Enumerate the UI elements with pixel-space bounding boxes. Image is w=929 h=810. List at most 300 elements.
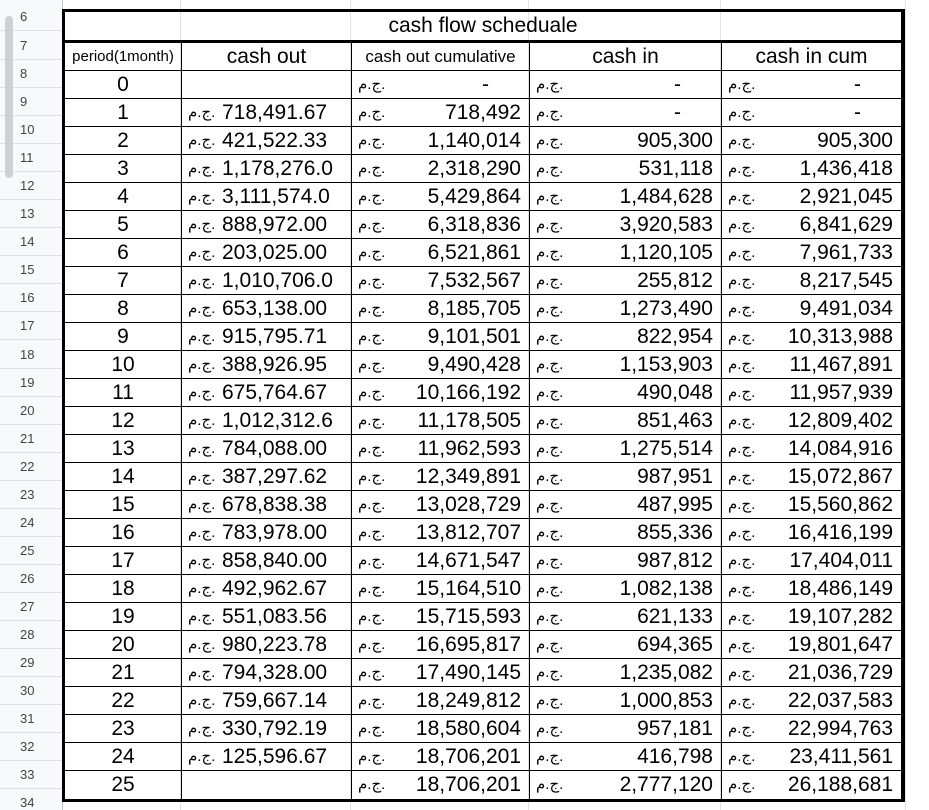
cell-period[interactable]: 14 xyxy=(65,463,182,490)
cell-value: 855,336 xyxy=(637,521,713,544)
header-cash-in[interactable]: cash in xyxy=(530,43,722,70)
cell-cash-in-cum[interactable] xyxy=(722,127,901,154)
row-number[interactable]: 28 xyxy=(0,621,62,649)
row-number[interactable]: 25 xyxy=(0,537,62,565)
cell-value: 26,188,681 xyxy=(787,773,893,796)
cell-cash-in-cum[interactable] xyxy=(722,743,901,770)
cell-cash-in[interactable] xyxy=(530,547,722,574)
currency-symbol: ج.م. xyxy=(358,636,386,653)
row-number[interactable]: 12 xyxy=(0,172,62,200)
currency-symbol: ج.م. xyxy=(728,748,756,765)
currency-symbol: ج.م. xyxy=(728,272,756,289)
cell-cash-in[interactable] xyxy=(530,351,722,378)
cell-cash-in-cum[interactable] xyxy=(722,603,901,630)
header-cash-in-cum[interactable]: cash in cum xyxy=(755,45,868,68)
cell-period[interactable]: 17 xyxy=(65,547,182,574)
cell-value: 1,153,903 xyxy=(619,353,713,376)
table-row xyxy=(65,435,901,463)
row-number[interactable]: 26 xyxy=(0,565,62,593)
cell-cash-out[interactable] xyxy=(182,211,352,238)
currency-symbol: ج.م. xyxy=(188,664,216,681)
cell-value: 784,088.00 xyxy=(222,437,328,460)
row-number[interactable]: 23 xyxy=(0,481,62,509)
cell-cash-out-cumulative[interactable] xyxy=(352,239,530,266)
cell-period[interactable]: 22 xyxy=(65,687,182,714)
cell-cash-out[interactable] xyxy=(182,71,352,98)
cell-cash-out[interactable] xyxy=(182,267,352,294)
cell-value: 17,404,011 xyxy=(789,549,893,572)
cell-cash-out-cumulative[interactable] xyxy=(352,435,530,462)
row-number[interactable]: 31 xyxy=(0,705,62,733)
cell-value: 11,178,505 xyxy=(417,409,521,432)
cell-cash-out-cumulative[interactable] xyxy=(352,407,530,434)
cell-cash-out[interactable] xyxy=(182,127,352,154)
cell-period[interactable]: 2 xyxy=(65,127,182,154)
cell-cash-in-cum[interactable] xyxy=(722,379,901,406)
cell-period[interactable]: 10 xyxy=(65,351,182,378)
cell-cash-in[interactable] xyxy=(530,71,722,98)
cell-value: 19,107,282 xyxy=(787,605,893,628)
cell-cash-in[interactable] xyxy=(530,323,722,350)
vertical-scrollbar[interactable] xyxy=(5,16,13,178)
row-number[interactable]: 24 xyxy=(0,509,62,537)
cell-cash-in-cum[interactable] xyxy=(722,575,901,602)
cell-value: 487,995 xyxy=(637,493,713,516)
cell-period[interactable]: 20 xyxy=(65,631,182,658)
cell-period[interactable]: 24 xyxy=(65,743,182,770)
table-row xyxy=(65,547,901,575)
currency-symbol: ج.م. xyxy=(536,636,564,653)
cell-cash-out[interactable] xyxy=(182,463,352,490)
cell-cash-in-cum[interactable] xyxy=(722,71,901,98)
currency-symbol: ج.م. xyxy=(728,664,756,681)
header-period[interactable]: period(1month) xyxy=(65,43,182,70)
cell-cash-in[interactable] xyxy=(530,603,722,630)
cell-cash-out[interactable] xyxy=(182,379,352,406)
table-row xyxy=(65,491,901,519)
cell-cash-out-cumulative[interactable] xyxy=(352,99,530,126)
cell-value: 987,812 xyxy=(637,549,713,572)
cell-cash-in[interactable] xyxy=(530,127,722,154)
cell-value: 18,580,604 xyxy=(415,717,521,740)
cell-cash-out-cumulative[interactable] xyxy=(352,267,530,294)
cell-value: 718,491.67 xyxy=(222,101,328,124)
cell-cash-in-cum[interactable] xyxy=(722,715,901,742)
cell-cash-out[interactable] xyxy=(182,295,352,322)
currency-symbol: ج.م. xyxy=(728,384,756,401)
currency-symbol: ج.م. xyxy=(728,608,756,625)
cell-value: 987,951 xyxy=(637,465,713,488)
cell-cash-in-cum[interactable] xyxy=(722,211,901,238)
row-number[interactable]: 22 xyxy=(0,453,62,481)
currency-symbol: ج.م. xyxy=(188,244,216,261)
cell-value: 18,249,812 xyxy=(415,689,521,712)
cell-value: 5,429,864 xyxy=(427,185,521,208)
cell-cash-out[interactable] xyxy=(182,743,352,770)
cell-value: 1,012,312.6 xyxy=(222,409,333,432)
cell-value: 2,921,045 xyxy=(799,185,893,208)
cell-value: 12,809,402 xyxy=(787,409,893,432)
header-row xyxy=(65,43,901,71)
row-number[interactable]: 17 xyxy=(0,312,62,340)
cell-value: 6,521,861 xyxy=(427,241,521,264)
cell-value: 2,777,120 xyxy=(619,773,713,796)
currency-symbol: ج.م. xyxy=(358,188,386,205)
currency-symbol: ج.م. xyxy=(728,356,756,373)
currency-symbol: ج.م. xyxy=(188,496,216,513)
cell-period[interactable]: 8 xyxy=(65,295,182,322)
cell-value: 125,596.67 xyxy=(222,745,328,768)
currency-symbol: ج.م. xyxy=(536,188,564,205)
cell-cash-out[interactable] xyxy=(182,323,352,350)
currency-symbol: ج.م. xyxy=(358,356,386,373)
cell-period[interactable]: 6 xyxy=(65,239,182,266)
cash-flow-table xyxy=(62,9,905,802)
table-row xyxy=(65,295,901,323)
cell-cash-out[interactable] xyxy=(182,155,352,182)
cell-cash-out-cumulative[interactable] xyxy=(352,659,530,686)
table-row xyxy=(65,631,901,659)
header-cash-out-cumulative[interactable]: cash out cumulative xyxy=(352,43,530,70)
cell-cash-out[interactable] xyxy=(182,575,352,602)
table-row xyxy=(65,99,901,127)
row-number[interactable]: 14 xyxy=(0,228,62,256)
row-number[interactable]: 18 xyxy=(0,341,62,369)
row-number[interactable]: 19 xyxy=(0,369,62,397)
cell-value: 694,365 xyxy=(637,633,713,656)
cell-cash-out-cumulative[interactable] xyxy=(352,631,530,658)
row-number[interactable]: 30 xyxy=(0,677,62,705)
cell-value: 490,048 xyxy=(637,381,713,404)
currency-symbol: ج.م. xyxy=(358,272,386,289)
currency-symbol: ج.م. xyxy=(536,384,564,401)
cell-period[interactable]: 15 xyxy=(65,491,182,518)
currency-symbol: ج.م. xyxy=(536,328,564,345)
cell-value: 1,082,138 xyxy=(619,577,713,600)
cell-value: 9,101,501 xyxy=(427,325,521,348)
currency-symbol: ج.م. xyxy=(188,356,216,373)
cell-cash-in[interactable] xyxy=(530,659,722,686)
cell-cash-in-cum[interactable] xyxy=(722,435,901,462)
currency-symbol: ج.م. xyxy=(536,356,564,373)
cell-cash-out-cumulative[interactable] xyxy=(352,603,530,630)
currency-symbol: ج.م. xyxy=(188,300,216,317)
cell-value: 1,235,082 xyxy=(619,661,713,684)
row-number[interactable]: 20 xyxy=(0,397,62,425)
cell-cash-in[interactable] xyxy=(530,743,722,770)
cell-cash-out[interactable] xyxy=(182,351,352,378)
table-row xyxy=(65,687,901,715)
currency-symbol: ج.م. xyxy=(358,384,386,401)
cell-cash-out[interactable] xyxy=(182,435,352,462)
cell-cash-in[interactable] xyxy=(530,211,722,238)
table-row xyxy=(65,267,901,295)
row-number[interactable]: 29 xyxy=(0,649,62,677)
cell-value: 16,695,817 xyxy=(415,633,521,656)
cell-cash-out-cumulative[interactable] xyxy=(352,771,530,799)
cell-value: 822,954 xyxy=(637,325,713,348)
cell-cash-in-cum[interactable] xyxy=(722,239,901,266)
cell-cash-out-cumulative[interactable] xyxy=(352,463,530,490)
currency-symbol: ج.م. xyxy=(358,328,386,345)
cell-cash-out[interactable] xyxy=(182,547,352,574)
cell-value: 15,072,867 xyxy=(787,465,893,488)
cell-value: 330,792.19 xyxy=(222,717,328,740)
currency-symbol: ج.م. xyxy=(536,580,564,597)
cell-value: 12,349,891 xyxy=(415,465,521,488)
cell-value: 16,416,199 xyxy=(787,521,893,544)
cell-value: 9,490,428 xyxy=(427,353,521,376)
cell-cash-out-cumulative[interactable] xyxy=(352,379,530,406)
cell-cash-in-cum[interactable] xyxy=(722,463,901,490)
cell-cash-in-cum[interactable] xyxy=(722,491,901,518)
cell-cash-out-cumulative[interactable] xyxy=(352,323,530,350)
cell-period[interactable]: 0 xyxy=(65,71,182,98)
cell-cash-in-cum[interactable] xyxy=(722,351,901,378)
table-row xyxy=(65,575,901,603)
row-number[interactable]: 10 xyxy=(0,116,62,144)
cell-cash-out-cumulative[interactable] xyxy=(352,155,530,182)
cell-value: 905,300 xyxy=(637,129,713,152)
cell-period[interactable]: 13 xyxy=(65,435,182,462)
cell-value: 388,926.95 xyxy=(222,353,328,376)
cell-cash-in[interactable] xyxy=(530,491,722,518)
cell-value: 915,795.71 xyxy=(222,325,328,348)
cell-cash-in-cum[interactable] xyxy=(722,99,901,126)
cell-cash-in[interactable] xyxy=(530,519,722,546)
cell-value: 13,812,707 xyxy=(415,521,521,544)
cell-period[interactable]: 11 xyxy=(65,379,182,406)
cell-value: 15,560,862 xyxy=(787,493,893,516)
row-number[interactable]: 27 xyxy=(0,593,62,621)
currency-symbol: ج.م. xyxy=(536,440,564,457)
cell-cash-out[interactable] xyxy=(182,603,352,630)
currency-symbol: ج.م. xyxy=(188,608,216,625)
table-row xyxy=(65,715,901,743)
cell-period[interactable]: 25 xyxy=(65,771,182,799)
currency-symbol: ج.م. xyxy=(728,300,756,317)
row-number[interactable]: 11 xyxy=(0,144,62,172)
header-cash-out[interactable]: cash out xyxy=(182,43,352,70)
cell-period[interactable]: 4 xyxy=(65,183,182,210)
cell-cash-in[interactable] xyxy=(530,99,722,126)
currency-symbol: ج.م. xyxy=(358,580,386,597)
cell-cash-out[interactable] xyxy=(182,715,352,742)
cell-cash-out-cumulative[interactable] xyxy=(352,351,530,378)
currency-symbol: ج.م. xyxy=(728,104,756,121)
cell-cash-in[interactable] xyxy=(530,715,722,742)
cell-value: 675,764.67 xyxy=(222,381,328,404)
cell-cash-out[interactable] xyxy=(182,407,352,434)
cell-value: 11,957,939 xyxy=(789,381,893,404)
cell-cash-out[interactable] xyxy=(182,519,352,546)
currency-symbol: ج.م. xyxy=(188,552,216,569)
cell-cash-in[interactable] xyxy=(530,407,722,434)
cell-value: 905,300 xyxy=(817,129,893,152)
row-number[interactable]: 21 xyxy=(0,425,62,453)
cell-cash-in-cum[interactable] xyxy=(722,267,901,294)
cell-period[interactable]: 1 xyxy=(65,99,182,126)
cell-cash-in-cum[interactable] xyxy=(722,687,901,714)
cell-cash-in-cum[interactable] xyxy=(722,771,901,799)
currency-symbol: ج.م. xyxy=(536,76,564,93)
cell-cash-out[interactable] xyxy=(182,659,352,686)
cell-value: - xyxy=(482,73,489,96)
row-number[interactable]: 32 xyxy=(0,733,62,761)
cell-cash-out-cumulative[interactable] xyxy=(352,183,530,210)
currency-symbol: ج.م. xyxy=(188,412,216,429)
cell-cash-out-cumulative[interactable] xyxy=(352,295,530,322)
cell-cash-out[interactable] xyxy=(182,771,352,799)
cell-cash-out-cumulative[interactable] xyxy=(352,519,530,546)
table-row xyxy=(65,155,901,183)
cell-value: 10,313,988 xyxy=(787,325,893,348)
table-row xyxy=(65,183,901,211)
cell-cash-in-cum[interactable] xyxy=(722,519,901,546)
cell-cash-out[interactable] xyxy=(182,631,352,658)
cell-cash-in-cum[interactable] xyxy=(722,659,901,686)
cell-cash-out-cumulative[interactable] xyxy=(352,715,530,742)
cell-value: 718,492 xyxy=(445,101,521,124)
cell-cash-out-cumulative[interactable] xyxy=(352,491,530,518)
cell-cash-in-cum[interactable] xyxy=(722,155,901,182)
cell-cash-in[interactable] xyxy=(530,771,722,799)
row-number[interactable]: 7 xyxy=(0,32,62,60)
cell-period[interactable]: 19 xyxy=(65,603,182,630)
cell-cash-out-cumulative[interactable] xyxy=(352,687,530,714)
table-row xyxy=(65,127,901,155)
cell-period[interactable]: 18 xyxy=(65,575,182,602)
gridline xyxy=(905,0,906,810)
cell-cash-in-cum[interactable] xyxy=(722,295,901,322)
row-number[interactable]: 9 xyxy=(0,88,62,116)
table-row xyxy=(65,743,901,771)
currency-symbol: ج.م. xyxy=(536,216,564,233)
cell-period[interactable]: 3 xyxy=(65,155,182,182)
currency-symbol: ج.م. xyxy=(188,748,216,765)
cell-value: 14,671,547 xyxy=(415,549,521,572)
currency-symbol: ج.م. xyxy=(188,692,216,709)
cell-cash-out-cumulative[interactable] xyxy=(352,71,530,98)
cell-value: 19,801,647 xyxy=(787,633,893,656)
cell-value: 8,185,705 xyxy=(427,297,521,320)
currency-symbol: ج.م. xyxy=(728,720,756,737)
table-row xyxy=(65,659,901,687)
cell-cash-out[interactable] xyxy=(182,491,352,518)
cell-cash-out[interactable] xyxy=(182,99,352,126)
cell-cash-out-cumulative[interactable] xyxy=(352,743,530,770)
cell-cash-in[interactable] xyxy=(530,631,722,658)
currency-symbol: ج.م. xyxy=(358,664,386,681)
cell-cash-out-cumulative[interactable] xyxy=(352,547,530,574)
currency-symbol: ج.م. xyxy=(536,412,564,429)
cell-period[interactable]: 5 xyxy=(65,211,182,238)
cell-value: 957,181 xyxy=(637,717,713,740)
currency-symbol: ج.م. xyxy=(358,496,386,513)
cell-value: 1,140,014 xyxy=(427,129,521,152)
currency-symbol: ج.م. xyxy=(358,440,386,457)
cell-cash-in[interactable] xyxy=(530,267,722,294)
cell-cash-out[interactable] xyxy=(182,239,352,266)
currency-symbol: ج.م. xyxy=(536,552,564,569)
cell-period[interactable]: 9 xyxy=(65,323,182,350)
cell-value: 1,484,628 xyxy=(619,185,713,208)
cell-period[interactable]: 16 xyxy=(65,519,182,546)
cell-cash-in[interactable] xyxy=(530,239,722,266)
cell-value: 17,490,145 xyxy=(415,661,521,684)
cell-cash-in[interactable] xyxy=(530,463,722,490)
cell-value: 492,962.67 xyxy=(222,577,328,600)
currency-symbol: ج.م. xyxy=(358,608,386,625)
cell-cash-in-cum[interactable] xyxy=(722,547,901,574)
cell-cash-out-cumulative[interactable] xyxy=(352,127,530,154)
cell-cash-in-cum[interactable] xyxy=(722,323,901,350)
row-number[interactable]: 34 xyxy=(0,789,62,810)
cell-cash-out[interactable] xyxy=(182,687,352,714)
cell-cash-out[interactable] xyxy=(182,183,352,210)
currency-symbol: ج.م. xyxy=(728,132,756,149)
cell-cash-in[interactable] xyxy=(530,183,722,210)
cell-cash-out-cumulative[interactable] xyxy=(352,575,530,602)
cell-cash-in-cum[interactable] xyxy=(722,183,901,210)
cell-cash-in[interactable] xyxy=(530,379,722,406)
cell-cash-in-cum[interactable] xyxy=(722,407,901,434)
currency-symbol: ج.م. xyxy=(728,412,756,429)
row-number[interactable]: 15 xyxy=(0,256,62,284)
cell-value: 1,010,706.0 xyxy=(222,269,333,292)
cell-cash-in-cum[interactable] xyxy=(722,631,901,658)
currency-symbol: ج.م. xyxy=(188,524,216,541)
cell-period[interactable]: 23 xyxy=(65,715,182,742)
currency-symbol: ج.م. xyxy=(358,776,386,793)
currency-symbol: ج.م. xyxy=(358,552,386,569)
row-number[interactable]: 33 xyxy=(0,761,62,789)
currency-symbol: ج.م. xyxy=(536,664,564,681)
cell-cash-in[interactable] xyxy=(530,687,722,714)
currency-symbol: ج.م. xyxy=(188,160,216,177)
cell-period[interactable]: 21 xyxy=(65,659,182,686)
currency-symbol: ج.م. xyxy=(188,328,216,345)
table-row xyxy=(65,771,901,799)
currency-symbol: ج.م. xyxy=(728,328,756,345)
cell-period[interactable]: 7 xyxy=(65,267,182,294)
cell-value: 10,166,192 xyxy=(415,381,521,404)
cell-cash-in[interactable] xyxy=(530,295,722,322)
cell-value: 1,000,853 xyxy=(619,689,713,712)
cell-value: 851,463 xyxy=(637,409,713,432)
row-number[interactable]: 16 xyxy=(0,284,62,312)
cell-cash-in[interactable] xyxy=(530,435,722,462)
row-number[interactable]: 6 xyxy=(0,3,62,31)
cell-value: 1,120,105 xyxy=(619,241,713,264)
currency-symbol: ج.م. xyxy=(728,524,756,541)
currency-symbol: ج.م. xyxy=(188,104,216,121)
cell-value: 7,532,567 xyxy=(427,269,521,292)
cell-value: 22,037,583 xyxy=(787,689,893,712)
row-number[interactable]: 8 xyxy=(0,60,62,88)
cell-cash-in[interactable] xyxy=(530,155,722,182)
currency-symbol: ج.م. xyxy=(536,132,564,149)
row-number[interactable]: 13 xyxy=(0,200,62,228)
cell-cash-in[interactable] xyxy=(530,575,722,602)
cell-period[interactable]: 12 xyxy=(65,407,182,434)
currency-symbol: ج.م. xyxy=(358,692,386,709)
cell-value: 759,667.14 xyxy=(222,689,328,712)
cell-value: 1,275,514 xyxy=(619,437,713,460)
cell-value: 416,798 xyxy=(637,745,713,768)
cell-cash-out-cumulative[interactable] xyxy=(352,211,530,238)
cell-value: 621,133 xyxy=(637,605,713,628)
